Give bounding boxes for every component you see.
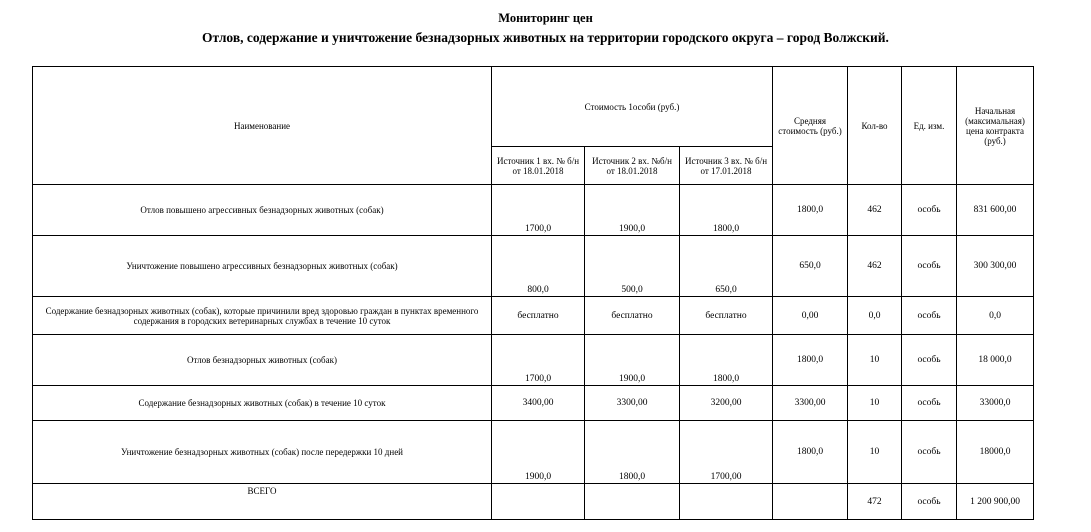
source-3-value: 650,0	[680, 236, 773, 297]
row-name: Отлов безнадзорных животных (собак)	[33, 335, 492, 386]
average-value: 1800,0	[773, 421, 848, 484]
row-name: Уничтожение повышено агрессивных безнадзорных животных (собак)	[33, 236, 492, 297]
unit-value: особь	[902, 335, 957, 386]
source-2-value: 1800,0	[585, 421, 680, 484]
source-2-value: бесплатно	[585, 297, 680, 335]
total-value: 33000,0	[957, 386, 1034, 421]
source-1-value: бесплатно	[492, 297, 585, 335]
header-max-price: Начальная (максимальная) цена контракта (руб.)	[957, 67, 1034, 185]
total-quantity: 472	[848, 484, 902, 520]
empty-cell	[492, 484, 585, 520]
source-1-value: 800,0	[492, 236, 585, 297]
source-1-value: 3400,00	[492, 386, 585, 421]
source-3-value: 1800,0	[680, 185, 773, 236]
total-value: 18 000,0	[957, 335, 1034, 386]
quantity-value: 10	[848, 335, 902, 386]
unit-value: особь	[902, 297, 957, 335]
source-1-value: 1900,0	[492, 421, 585, 484]
header-unit: Ед. изм.	[902, 67, 957, 185]
average-value: 3300,00	[773, 386, 848, 421]
page-subtitle: Отлов, содержание и уничтожение безнадзорных животных на территории городского округа – город Волжский.	[202, 30, 889, 45]
source-3-value: бесплатно	[680, 297, 773, 335]
total-row	[33, 484, 1034, 520]
total-value: 18000,0	[957, 421, 1034, 484]
source-2-value: 500,0	[585, 236, 680, 297]
row-name: Уничтожение безнадзорных животных (собак) после передержки 10 дней	[33, 421, 492, 484]
source-3-value: 3200,00	[680, 386, 773, 421]
table-row	[33, 185, 1034, 236]
total-value: 0,0	[957, 297, 1034, 335]
source-3-value: 1700,00	[680, 421, 773, 484]
header-quantity: Кол-во	[848, 67, 902, 185]
total-unit: особь	[902, 484, 957, 520]
quantity-value: 462	[848, 236, 902, 297]
header-row	[33, 67, 1034, 147]
quantity-value: 10	[848, 386, 902, 421]
empty-cell	[680, 484, 773, 520]
unit-value: особь	[902, 185, 957, 236]
quantity-value: 10	[848, 421, 902, 484]
header-average: Средняя стоимость (руб.)	[773, 67, 848, 185]
unit-value: особь	[902, 421, 957, 484]
average-value: 1800,0	[773, 335, 848, 386]
average-value: 650,0	[773, 236, 848, 297]
header-cost-group: Стоимость 1особи (руб.)	[492, 67, 773, 147]
empty-cell	[585, 484, 680, 520]
total-label: ВСЕГО	[33, 484, 492, 520]
header-source-1: Источник 1 вх. № б/н от 18.01.2018	[492, 147, 585, 185]
row-name: Содержание безнадзорных животных (собак) в течение 10 суток	[33, 386, 492, 421]
price-monitoring-table	[32, 66, 1034, 520]
average-value: 0,00	[773, 297, 848, 335]
unit-value: особь	[902, 236, 957, 297]
table-row	[33, 386, 1034, 421]
row-name: Отлов повышено агрессивных безнадзорных животных (собак)	[33, 185, 492, 236]
table-row	[33, 421, 1034, 484]
source-1-value: 1700,0	[492, 335, 585, 386]
source-2-value: 3300,00	[585, 386, 680, 421]
page-title: Мониторинг цен	[498, 11, 593, 25]
row-name: Содержание безнадзорных животных (собак), которые причинили вред здоровью граждан в пунктах временного содержания в городских ветеринарных службах в течение 10 суток	[33, 297, 492, 335]
source-1-value: 1700,0	[492, 185, 585, 236]
table-row	[33, 297, 1034, 335]
quantity-value: 462	[848, 185, 902, 236]
grand-total: 1 200 900,00	[957, 484, 1034, 520]
header-name: Наименование	[33, 67, 492, 185]
source-2-value: 1900,0	[585, 335, 680, 386]
header-source-3: Источник 3 вх. № б/н от 17.01.2018	[680, 147, 773, 185]
header-source-2: Источник 2 вх. №б/н от 18.01.2018	[585, 147, 680, 185]
average-value: 1800,0	[773, 185, 848, 236]
empty-cell	[773, 484, 848, 520]
unit-value: особь	[902, 386, 957, 421]
quantity-value: 0,0	[848, 297, 902, 335]
source-3-value: 1800,0	[680, 335, 773, 386]
source-2-value: 1900,0	[585, 185, 680, 236]
total-value: 831 600,00	[957, 185, 1034, 236]
total-value: 300 300,00	[957, 236, 1034, 297]
table-row	[33, 335, 1034, 386]
table-row	[33, 236, 1034, 297]
